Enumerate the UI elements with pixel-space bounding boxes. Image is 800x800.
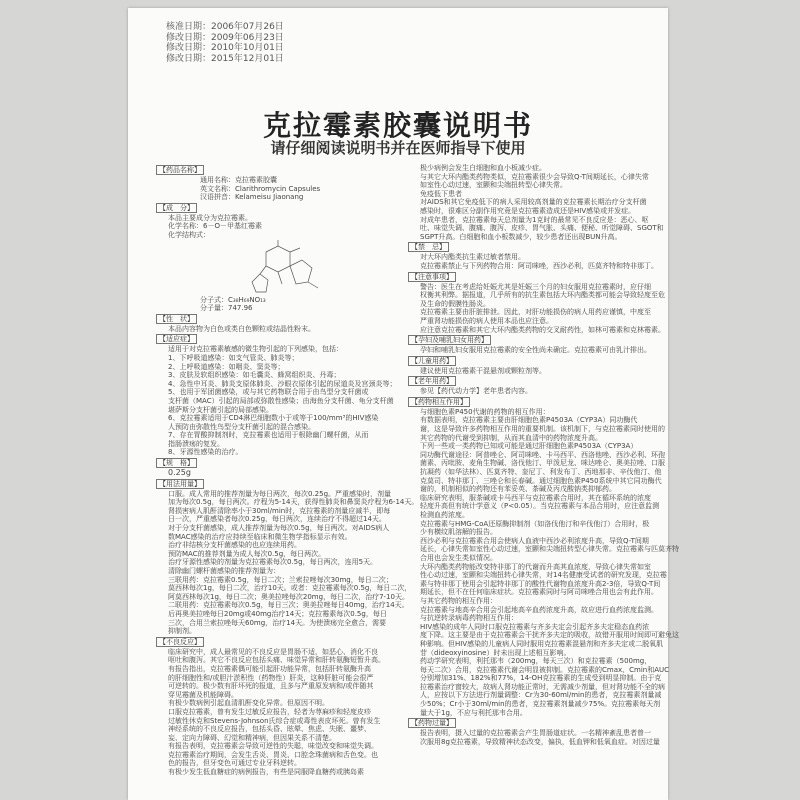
- text-line: 化学结构式：: [168, 230, 210, 239]
- text-line: 临床研究中，成人最常见的不良反应是胃肠不适，如恶心、消化不良: [168, 647, 378, 656]
- text-line: 度下降。这主要是由于克拉霉素会干扰齐多夫定的吸收，故错开服用时间即可避免这: [420, 631, 679, 640]
- text-line: 5、也用于军团菌感染，或与其它药物联合用于由鸟型分支杆菌或: [168, 388, 369, 397]
- description-block: [156, 325, 398, 334]
- text-line: 的肝细胞性和/或胆汁淤积性（药物性）肝炎，这种肝脏可能会很严: [168, 673, 374, 682]
- text-line: 应注意克拉霉素和其它大环内酯类药物的交叉耐药性，如林可霉素和克林霉素。: [420, 325, 665, 334]
- text-line: 分子式：C₃₈H₆₉NO₁₃: [200, 295, 266, 304]
- text-line: 警告：医生在考虑给妊娠尤其是妊娠三个月的妇女服用克拉霉素时，应仔细: [420, 282, 651, 291]
- text-line: 免疫低下患者: [420, 189, 462, 198]
- text-line: 及生命的假膜性肠炎。: [420, 299, 490, 308]
- text-line: HIV感染的成年人同时口服克拉霉素与齐多夫定会引起齐多夫定稳态血药浓: [420, 622, 650, 631]
- text-line: 每天二次）合用，克拉霉素代谢会明显被抑制。克拉霉素的Cmax、Cmin和AUC: [420, 665, 670, 674]
- text-line: 延长，心律失常如室性心动过速，室颤和尖端扭转型心律失常。克拉霉素与匹莫齐特: [420, 545, 679, 554]
- approval-date: 核准日期：2006年07月26日: [166, 22, 284, 32]
- text-line: 大环内酯类药物能改变特非那丁的代谢而升高其血浓度，导致心律失常如室: [420, 562, 651, 571]
- text-line: 可逆转的。极少数有肝坏死的报道，且多与严重原发病和/或伴随其: [168, 682, 374, 691]
- text-line: 色的报告，但牙变色可通过专业牙科逆转。: [168, 759, 301, 768]
- text-line: 对成年患者，克拉霉素每天总剂量为1克时的最常见不良反应是：恶心、呕: [420, 215, 649, 224]
- document-page: [128, 8, 679, 800]
- text-line: 数MAC感染的治疗应持续至临床和微生物学指标显示有效。: [168, 532, 352, 541]
- section-heading-dosage: 【用法用量】: [156, 479, 204, 489]
- text-line: 清除幽门螺杆菌感染的推荐剂量为：: [168, 567, 280, 575]
- text-line: 权衡其利弊。据报道，几乎所有的抗生素包括大环内酯类都可能会导致轻度至危: [420, 291, 665, 300]
- text-line: 0.25g: [168, 468, 191, 478]
- drug-name-block: [156, 176, 398, 202]
- text-line: 性心动过速，室颤和尖端扭转心律失常，对14名健康受试者的研究发现，克拉霉: [420, 571, 667, 580]
- section-heading-precautions: 【注意事项】: [408, 272, 456, 282]
- text-line: 检测血药浓度。: [420, 511, 469, 519]
- text-line: 适用于对克拉霉素敏感的微生物引起的下列感染，包括：: [168, 345, 343, 354]
- text-line: 其它药物的代谢受到抑制，从而其血清中的药物浓度升高。: [420, 433, 602, 442]
- section-heading-pediatric: 【儿童用药】: [408, 356, 456, 366]
- revision-date: 修改日期：2015年12月01日: [166, 53, 284, 64]
- text-line: 药动学研究表明，利托那韦（200mg，每天三次）和克拉霉素（500mg，: [420, 657, 652, 666]
- right-column: [408, 164, 679, 800]
- text-line: 少50%；Cr小于30ml/min的患者，克拉霉素剂量减少75%。克拉霉素每天剂: [420, 700, 661, 709]
- section-heading-adverse-reactions: 【不良反应】: [156, 637, 204, 647]
- text-line: 克拉霉素主要由肝脏排泄。因此，对肝功能损伤的病人用药应谨慎，中度至: [420, 308, 651, 317]
- section-heading-contraindications: 【禁 忌】: [408, 242, 449, 252]
- text-line: 有极少数病例引起血清肌酐变化异常。但原因不明。: [168, 699, 329, 708]
- section-heading-overdose: 【药物过量】: [408, 718, 456, 728]
- text-line: 吐、味觉失调、腹痛、腹泻、皮疹、胃气胀、头痛、便秘、听觉障碍、SGOT和: [420, 224, 664, 233]
- text-line: 后再奥美拉唑每日20mg或40mg治疗14天；克拉霉素每次0.5g，每日: [168, 609, 387, 618]
- section-heading-drug-name: 【药品名称】: [156, 165, 204, 175]
- specification-block: [156, 469, 398, 478]
- text-line: 4、急性中耳炎、肺炎支原体肺炎、沙眼衣原体引起的尿道炎及宫颈炎等；: [168, 379, 397, 388]
- text-line: 支杆菌（MAC）引起的局部或弥散性感染；由海鱼分支杆菌、龟分支杆菌: [168, 396, 394, 405]
- text-line: 7、存在胃酸抑制剂时，克拉霉素也适用于根除幽门螺杆菌，从而: [168, 431, 369, 440]
- text-line: 英文名称：Clarithromycin Capsules: [200, 184, 321, 193]
- ingredients-block: [156, 214, 398, 313]
- text-line: 8、牙源性感染的治疗。: [168, 448, 243, 457]
- text-line: 有报告表明，克拉霉素会导致可逆性的失聪，味觉改变和味觉失调。: [168, 742, 378, 751]
- text-line: 穿见霉菌及机能障碍。: [168, 690, 238, 699]
- text-line: 与其它大环内酯类药物类似，克拉霉素很少会导致Q-T间期延长，心律失常: [420, 172, 649, 181]
- text-line: 与细胞色素P450代谢的药物的相互作用：: [420, 407, 550, 416]
- text-line: 日一次，严重感染者每次0.25g，每日两次，连续治疗不得超过14天。: [168, 515, 386, 524]
- pregnancy-block: [408, 346, 650, 355]
- text-line: 加为每次0.5g，每日两次。疗程为5-14天，获得性肺炎和鼻窦炎疗程为6-14天。: [168, 498, 419, 507]
- document-subtitle: 请仔细阅读说明书并在医师指导下使用: [270, 139, 526, 157]
- text-line: 三联用药：克拉霉素0.5g，每日二次；兰索拉唑每次30mg，每日二次；: [168, 575, 393, 584]
- text-line: 报告表明，摄入过量的克拉霉素会产生胃肠道症状。一名精神紊乱患者曾一: [420, 729, 651, 738]
- text-line: 轻度升高但有统计学意义（P<0.05）。当克拉霉素与本品合用时，应注意监测: [420, 502, 660, 511]
- text-line: 少有横纹肌溶解的报告。: [420, 528, 497, 537]
- text-line: 莫西林每次1g，每日二次，治疗10天。或者：克拉霉素每次0.5g，每日二次，: [168, 584, 412, 593]
- text-line: 2、上呼吸道感染：如咽炎、窦炎等；: [168, 362, 285, 371]
- interactions-block: [408, 407, 679, 717]
- text-line: 神经系统的不良反应报告，包括头昏、眩晕、焦虑、失眠、噩梦、: [168, 725, 371, 734]
- text-line: 汉语拼音：Kelameisu Jiaonang: [200, 193, 304, 202]
- text-line: 呕吐和腹泻。其它不良反应包括头痛、味觉异常和肝转氨酶短暂升高。: [168, 656, 385, 665]
- text-line: 三次，合用兰索拉唑每天60mg，治疗14天。为使溃疡完全愈合，需要: [168, 618, 387, 627]
- text-line: 1、下呼吸道感染：如支气管炎、肺炎等；: [168, 353, 299, 362]
- section-heading-interactions: 【药物相互作用】: [408, 397, 470, 407]
- section-heading-geriatric: 【老年用药】: [408, 376, 456, 386]
- section-heading-indications: 【适应症】: [156, 334, 197, 344]
- text-line: 极少病例会发生白细胞和血小板减少症。: [420, 164, 546, 172]
- text-line: 本品主要成分为克拉霉素。: [168, 213, 252, 222]
- text-line: 感染时，很难区分副作用究竟是克拉霉素造成还是HIV感染或并发症。: [420, 206, 636, 215]
- pediatric-block: [408, 367, 650, 376]
- text-line: 种影响。但HIV感染的儿童病人同时服用克拉霉素混悬剂和齐多夫定或二脱氧肌: [420, 639, 664, 648]
- revision-date: 修改日期：2009年06月23日: [166, 32, 284, 43]
- text-line: 二联用药：克拉霉素每次0.5g，每日三次；奥美拉唑每日40mg，治疗14天。: [168, 601, 409, 610]
- text-line: 参见【药代动力学】老年患者内容。: [420, 387, 532, 396]
- overdose-block: [408, 729, 660, 746]
- text-line: 合用也会发生类似情况。: [420, 553, 497, 562]
- text-line: 如室性心动过速，室颤和尖端扭转型心律失常。: [420, 181, 567, 190]
- text-line: 克拉霉素禁止与下列药物合用：阿司咪唑，西沙必利，匹莫齐特和特非那丁。: [420, 261, 658, 270]
- text-line: 分别增加31%、182%和77%，14-OH克拉霉素的生成受到明显抑制。由于克: [420, 674, 662, 683]
- text-line: 建议使用克拉霉素干混悬剂或颗粒剂等。: [420, 366, 546, 375]
- section-heading-pregnancy: 【孕妇及哺乳妇女用药】: [408, 335, 491, 345]
- text-line: 人预防由弥散性鸟型分支杆菌引起的混合感染。: [168, 422, 315, 431]
- text-line: 菌素、丙吡胺、麦角生物碱、洛伐他汀、甲泼尼龙、咪达唑仑、奥美拉唑、口服: [420, 459, 665, 468]
- text-line: SGPT升高。白细胞和血小板数减少，较少患者还出现BUN升高。: [420, 232, 622, 241]
- text-line: 通用名称：克拉霉素胶囊: [200, 176, 277, 184]
- section-heading-description: 【性 状】: [156, 314, 197, 324]
- text-line: 分子量：747.96: [200, 304, 253, 313]
- text-line: 堪萨斯分支杆菌引起的局部感染。: [168, 405, 273, 414]
- text-line: 有报告指出，克拉霉素偶可能引起肝功能异常，包括肝转氨酶升高: [168, 664, 371, 673]
- text-line: 阿莫西林每次1g，每日二次；奥美拉唑每次20mg，每日二次，治疗7-10天。: [168, 592, 409, 601]
- revision-date: 修改日期：2010年10月01日: [166, 43, 284, 53]
- left-column: [156, 164, 419, 800]
- revision-dates: [166, 22, 346, 64]
- text-line: 口服克拉霉素，曾有发生过敏反应报告，轻者为荨麻疹和轻度皮疹: [168, 707, 371, 716]
- text-line: 有极少发生低血糖症的病例报告，有些是同服降血糖药或胰岛素: [168, 768, 364, 777]
- text-line: 妄、定向力障碍、幻觉和精神病，但因果关系不清楚。: [168, 733, 336, 742]
- text-line: 人，应按以下方法进行剂量调整：Cr为30-60ml/min的患者，克拉霉素剂量减: [420, 691, 662, 700]
- section-heading-specification: 【规 格】: [156, 458, 197, 468]
- adverse-reactions-continued-block: [408, 164, 664, 241]
- document-title: 克拉霉素胶囊说明书: [262, 109, 533, 142]
- text-line: 与抗逆转录病毒药物相互作用：: [420, 614, 518, 623]
- text-line: 素与特非那丁使用会引起特非那丁的酸性代谢物血浓度升高2-3倍，导致Q-T间: [420, 579, 661, 588]
- text-line: 克拉霉素与地高辛合用会引起地高辛血药浓度升高，故应进行血药浓度监测。: [420, 605, 658, 614]
- chemical-structure-figure: [156, 240, 398, 296]
- text-line: 对于分支杆菌感染，成人推荐剂量为每次0.5g，每日两次。对AIDS病人: [168, 524, 390, 533]
- text-line: 对AIDS和其它免疫低下的病人采用较高剂量的克拉霉素长期治疗分支杆菌: [420, 198, 647, 207]
- text-line: 克拉霉素治疗期间，会发生舌炎、胃炎、口腔念珠菌病和舌色变。也: [168, 750, 378, 759]
- text-line: 次服用8g克拉霉素，导致精神状态改变，偏执，低血钾和低氧血症。对因过量: [420, 737, 660, 746]
- text-line: 拉霉素治疗窗较大，故病人肾功能正常时，无需减少剂量，但对肾功能不全的病: [420, 682, 665, 691]
- text-line: 6、克拉霉素适用于CD4淋巴细胞数小于或等于100/mm³的HIV感染: [168, 414, 379, 423]
- text-line: 孕妇和哺乳妇女服用克拉霉素的安全性尚未确定。克拉霉素可由乳汁排出。: [420, 346, 651, 355]
- contraindications-block: [408, 253, 658, 270]
- chemical-structure-icon: [246, 240, 326, 296]
- text-line: 有数据表明，克拉霉素主要由肝细胞色素P4503A（CYP3A）同功酶代: [420, 416, 638, 425]
- indications-block: [156, 345, 398, 457]
- text-line: 期延长，但不在任何临床症状。克拉霉素同时与阿司咪唑合用也会有此作用。: [420, 588, 658, 597]
- text-line: 治疗非结核分支杆菌感染的也应连续用药。: [168, 541, 301, 550]
- text-line: 治疗牙源性感染的剂量为克拉霉素每次0.5g，每日两次，连用5天。: [168, 558, 378, 567]
- text-line: 谢的，机制相似的药物还有苯妥英、茶碱及丙戊酸钠类抑郁药。: [420, 485, 616, 494]
- text-line: 口服。成人常用的推荐剂量为每日两次，每次0.25g。严重感染时，剂量: [168, 489, 392, 498]
- text-line: 量大于1g，不应与利托那韦合用。: [420, 708, 527, 717]
- precautions-block: [408, 282, 665, 335]
- text-line: 预防MAC的推荐剂量为成人每次0.5g，每日两次。: [168, 549, 326, 558]
- text-line: 抗凝药（如华法林）、匹莫齐特、奎尼丁、利发布丁、西地那非、辛伐他汀、他: [420, 468, 662, 477]
- dosage-block: [156, 489, 419, 636]
- text-line: 抑制剂。: [168, 627, 196, 636]
- text-line: 谢，这是导致许多药物相互作用的重要机制。该机制下，与克拉霉素同时使用的: [420, 425, 665, 434]
- text-line: 过敏性休克和Stevens-Johnson氏综合症或毒性表皮坏死。曾有发生: [168, 716, 381, 725]
- text-line: 克拉霉素与HMG-CoA还原酶抑制剂（如洛伐他汀和辛伐他汀）合用时，极: [420, 519, 650, 528]
- text-line: 临床研究表明，服茶碱或卡马西平与克拉霉素合用时，其在循环系统的浓度: [420, 493, 651, 502]
- text-line: 本品内容物为白色或类白色颗粒或结晶性粉末。: [168, 324, 315, 333]
- text-line: 克莫司、特非那丁、三唑仑和长春碱。通过细胞色素P450系统中其它同功酶代: [420, 476, 662, 485]
- text-line: 肾损害病人肌酐清除率小于30ml/min时，克拉霉素的剂量应减半，即每: [168, 506, 391, 515]
- text-line: 化学名称：6－O－甲基红霉素: [168, 222, 262, 231]
- text-line: 下列一些或一类药物已知或可能是通过肝细胞色素P4503A（CYP3A）: [420, 442, 638, 451]
- text-line: 对大环内酯类抗生素过敏者禁用。: [420, 253, 525, 262]
- text-line: 西沙必利与克拉霉素合用会使病人血液中西沙必利浓度升高，导致Q-T间期: [420, 536, 649, 545]
- geriatric-block: [408, 387, 650, 396]
- text-line: 与其它药物的相互作用：: [420, 596, 497, 605]
- text-line: 3、皮肤及软组织感染：如毛囊炎、蜂窝组织炎、丹毒；: [168, 371, 341, 380]
- text-line: 指肠溃疡的复发。: [168, 439, 224, 448]
- section-heading-ingredients: 【成 分】: [156, 203, 197, 213]
- text-line: 严重肾功能损伤的病人使用本品也应注意。: [420, 316, 553, 325]
- text-line: 苷（dideoxyinosine）时未出现上述相互影响。: [420, 648, 571, 657]
- text-line: 同功酶代谢途径：阿普唑仑、阿司咪唑、卡马西平、西洛他唑、西沙必利、环孢: [420, 450, 665, 459]
- adverse-reactions-block: [156, 648, 398, 777]
